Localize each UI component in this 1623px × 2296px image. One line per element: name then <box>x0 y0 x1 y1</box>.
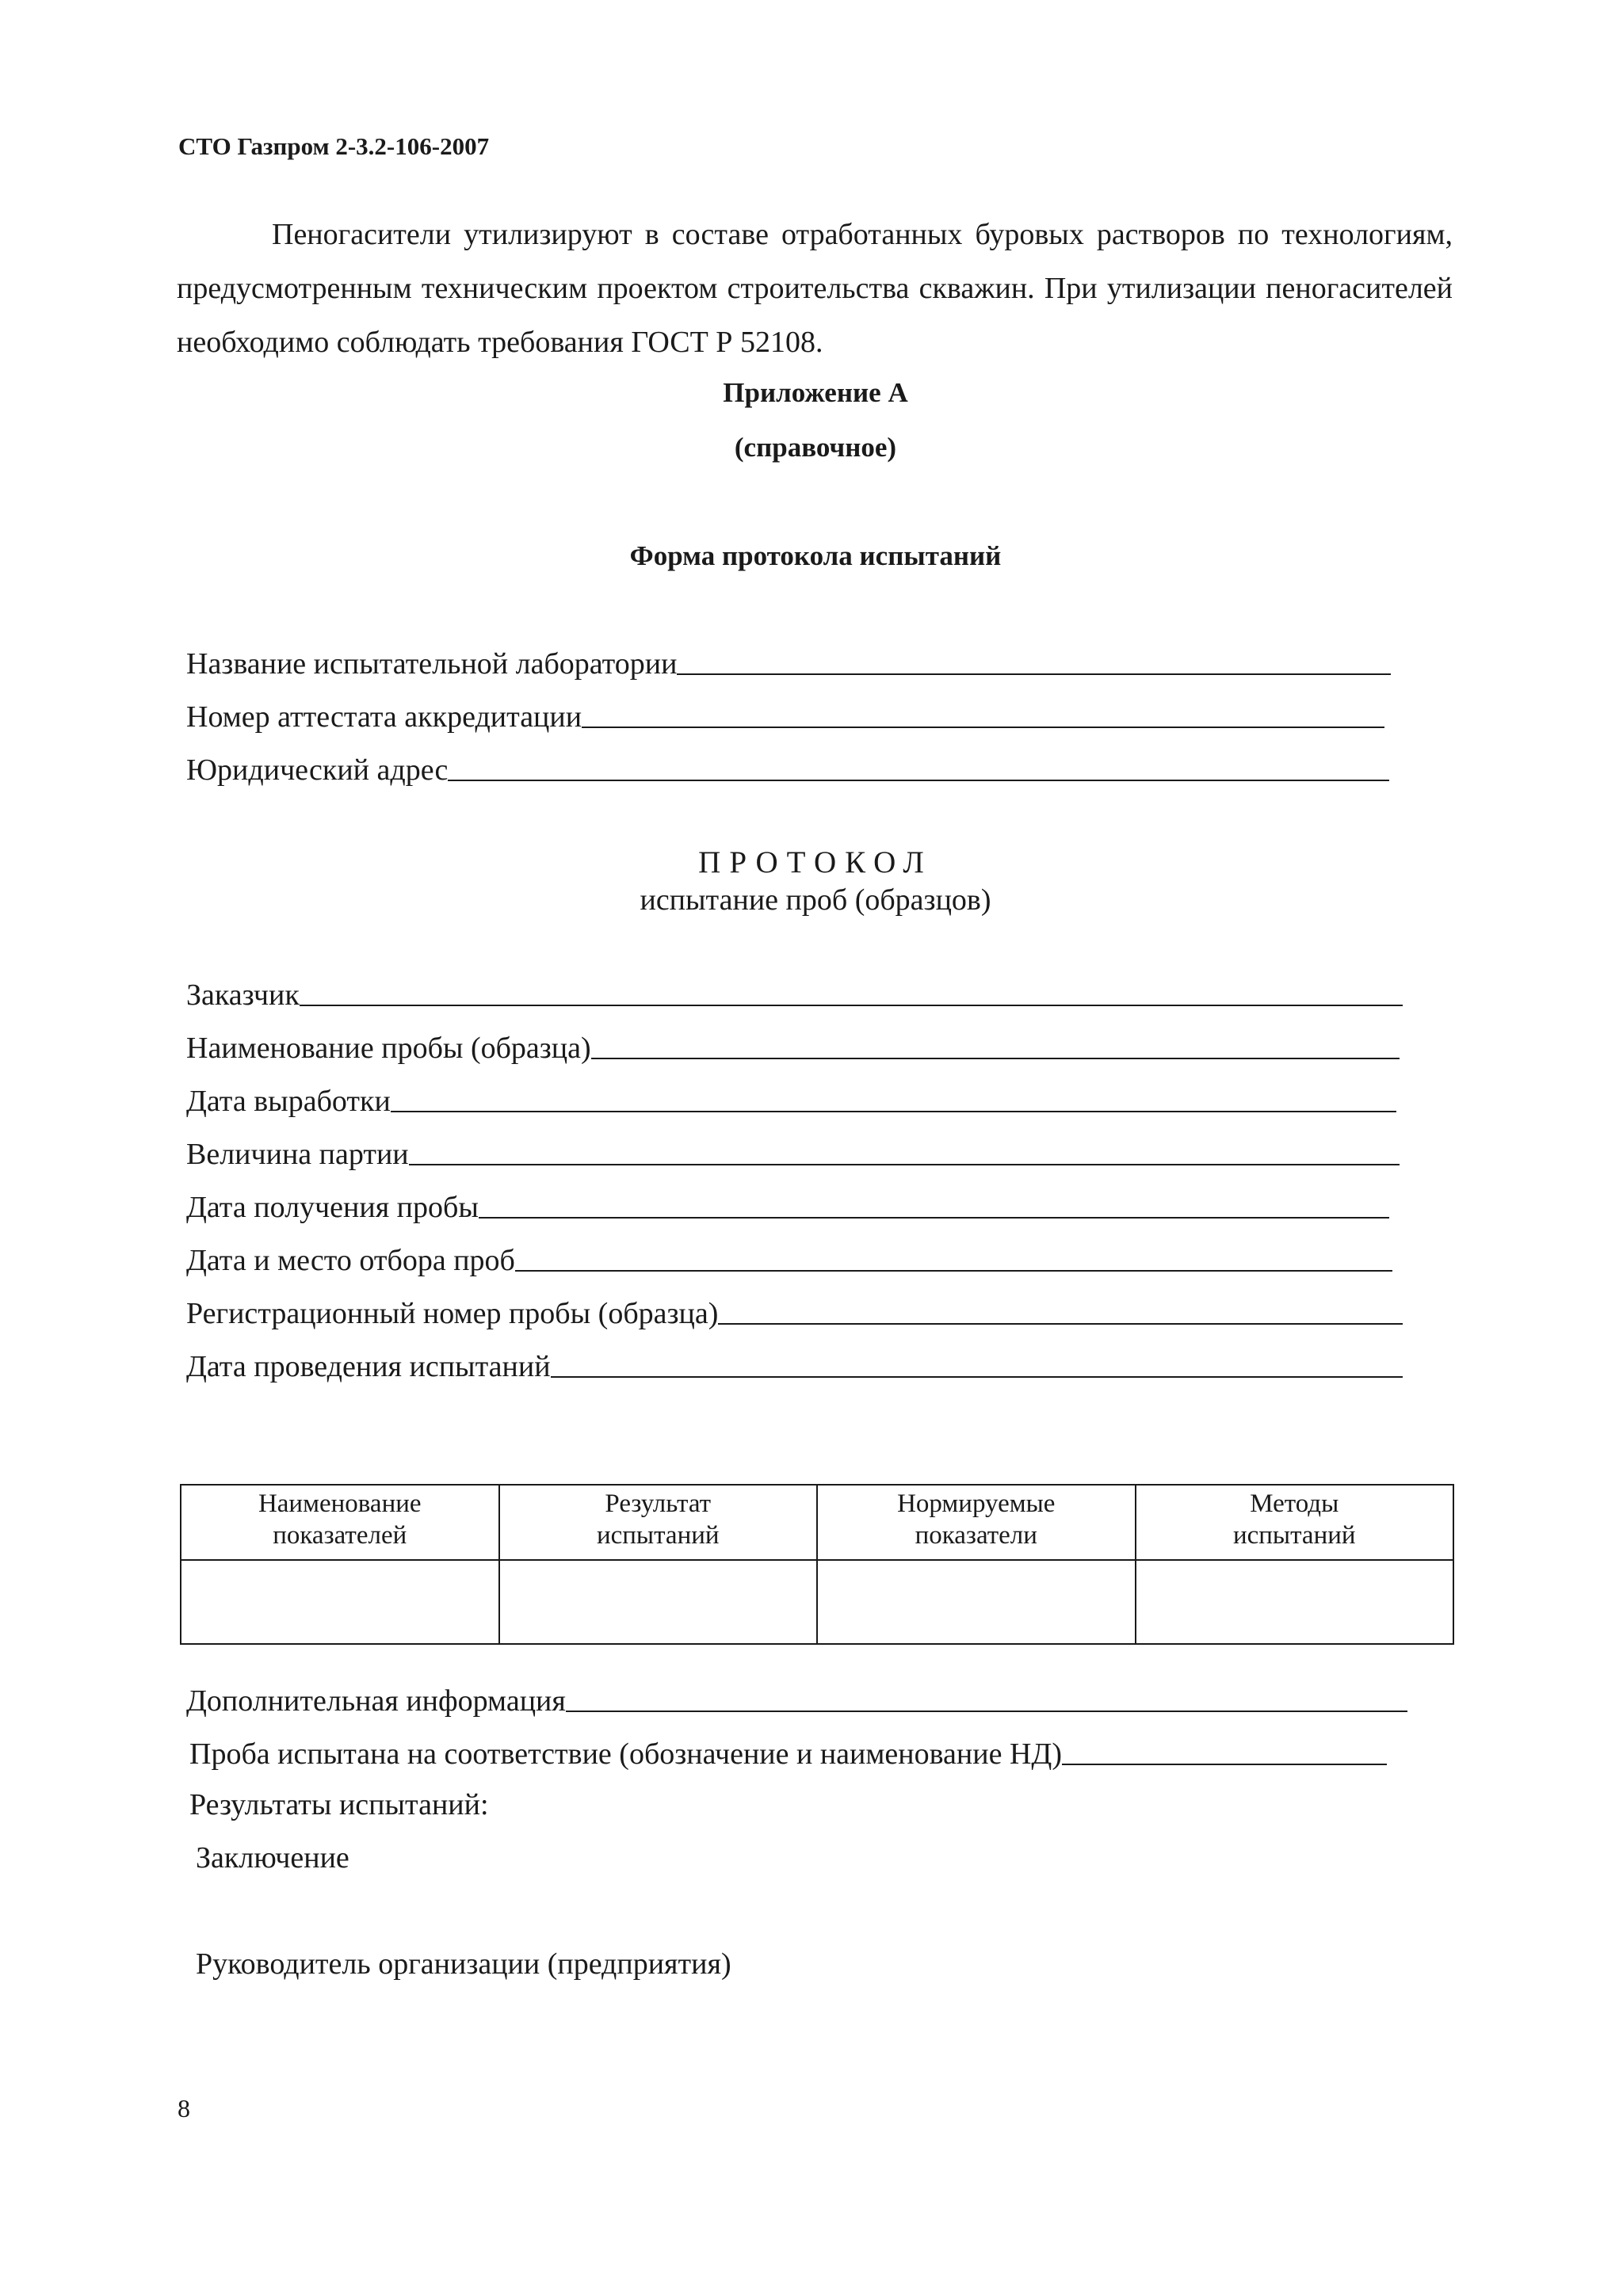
test-date-field[interactable] <box>186 1346 1403 1384</box>
additional-info-field[interactable] <box>186 1680 1407 1718</box>
additional-info-blank[interactable] <box>566 1711 1407 1712</box>
lab-name-field[interactable] <box>186 643 1391 681</box>
header-line: Нормируемые <box>897 1489 1056 1518</box>
header-line: Методы <box>1250 1489 1339 1518</box>
legal-address-field[interactable] <box>186 749 1389 788</box>
intro-paragraph <box>177 208 1453 369</box>
page-number: 8 <box>178 2094 190 2122</box>
conclusion-label: Заключение <box>196 1841 349 1875</box>
customer-label: Заказчик <box>186 978 300 1012</box>
lab-name-label: Название испытательной лаборатории <box>186 647 678 681</box>
customer-field[interactable] <box>186 974 1403 1013</box>
sampling-blank[interactable] <box>515 1270 1392 1272</box>
sample-name-blank[interactable] <box>591 1058 1400 1059</box>
registration-number-field[interactable] <box>186 1293 1403 1331</box>
receipt-date-blank[interactable] <box>479 1217 1389 1219</box>
table-header-row <box>181 1485 1453 1560</box>
receipt-date-field[interactable] <box>186 1187 1389 1225</box>
results-table <box>180 1484 1454 1645</box>
header-line: показателей <box>273 1521 407 1550</box>
customer-blank[interactable] <box>300 1005 1403 1006</box>
header-line: испытаний <box>1232 1521 1356 1550</box>
protocol-title: ПРОТОКОЛ <box>698 845 933 879</box>
batch-size-blank[interactable] <box>409 1164 1400 1165</box>
legal-address-label: Юридический адрес <box>186 753 449 787</box>
header-line: Результат <box>605 1489 712 1518</box>
intro-paragraph-text: Пеногасители утилизируют в составе отработанных буровых растворов по технологиям, предусмотренным техническим проектом строительства скважин. При утилизации пеногасителей необходимо соблюдать требования ГОСТ Р 52108. <box>177 218 1453 359</box>
table-row <box>181 1560 1453 1644</box>
head-of-organization-label: Руководитель организации (предприятия) <box>196 1947 731 1981</box>
form-title: Форма протокола испытаний <box>629 540 1002 571</box>
registration-number-blank[interactable] <box>718 1323 1403 1325</box>
sample-name-label: Наименование пробы (образца) <box>186 1032 591 1065</box>
column-header-normative <box>817 1485 1136 1560</box>
legal-address-blank[interactable] <box>448 780 1389 781</box>
column-header-indicator <box>181 1485 499 1560</box>
column-header-result <box>499 1485 818 1560</box>
appendix-title: Приложение А <box>723 377 908 408</box>
accreditation-label: Номер аттестата аккредитации <box>186 700 582 734</box>
header-line: показатели <box>915 1521 1037 1550</box>
additional-info-label: Дополнительная информация <box>186 1684 566 1718</box>
production-date-label: Дата выработки <box>186 1085 391 1118</box>
appendix-subtitle: (справочное) <box>734 432 897 463</box>
results-label: Результаты испытаний: <box>189 1788 489 1821</box>
accreditation-blank[interactable] <box>582 727 1384 728</box>
sampling-label: Дата и место отбора проб <box>186 1244 515 1277</box>
production-date-blank[interactable] <box>391 1111 1396 1112</box>
document-code-header: СТО Газпром 2-3.2-106-2007 <box>178 132 490 160</box>
column-header-methods <box>1136 1485 1454 1560</box>
protocol-subtitle: испытание проб (образцов) <box>640 883 991 917</box>
header-line: испытаний <box>596 1521 720 1550</box>
lab-name-blank[interactable] <box>677 673 1391 675</box>
table-cell-methods[interactable] <box>1136 1560 1454 1644</box>
batch-size-label: Величина партии <box>186 1138 409 1171</box>
test-date-label: Дата проведения испытаний <box>186 1350 551 1383</box>
test-date-blank[interactable] <box>551 1376 1403 1378</box>
tested-for-label: Проба испытана на соответствие (обозначение и наименование НД) <box>189 1737 1062 1771</box>
tested-for-blank[interactable] <box>1062 1764 1387 1765</box>
accreditation-field[interactable] <box>186 696 1384 734</box>
table-cell-indicator[interactable] <box>181 1560 499 1644</box>
tested-for-field[interactable] <box>189 1733 1387 1772</box>
production-date-field[interactable] <box>186 1081 1396 1119</box>
sample-name-field[interactable] <box>186 1028 1400 1066</box>
batch-size-field[interactable] <box>186 1134 1400 1172</box>
table-cell-normative[interactable] <box>817 1560 1136 1644</box>
registration-number-label: Регистрационный номер пробы (образца) <box>186 1297 719 1330</box>
receipt-date-label: Дата получения пробы <box>186 1191 479 1224</box>
sampling-field[interactable] <box>186 1240 1392 1278</box>
table-cell-result[interactable] <box>499 1560 818 1644</box>
header-line: Наименование <box>258 1489 422 1518</box>
